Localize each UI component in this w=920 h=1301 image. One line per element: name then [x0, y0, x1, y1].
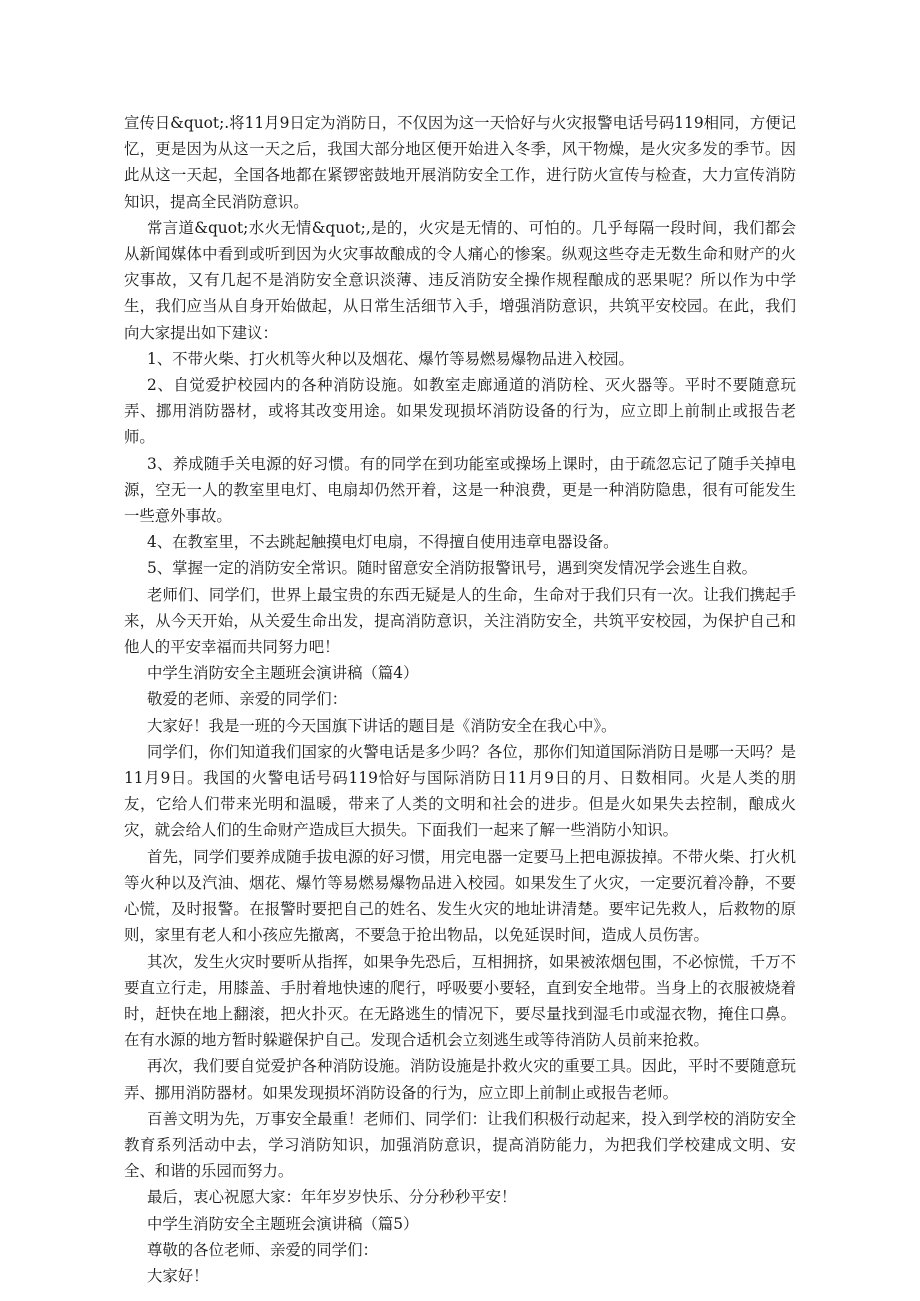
- paragraph: 首先，同学们要养成随手拔电源的好习惯，用完电器一定要马上把电源拔掉。不带火柴、打火机等火种以及汽油、烟花、爆竹等易燃易爆物品进入校园。如果发生了火灾，一定要沉着冷静，不要心慌，及时报警。在报警时要把自己的姓名、发生火灾的地址讲清楚。要牢记先救人，后救物的原则，家里有老人和小孩应先撤离，不要急于抢出物品，以免延误时间，造成人员伤害。: [124, 847, 796, 945]
- list-item: 3、养成随手关电源的好习惯。有的同学在到功能室或操场上课时，由于疏忽忘记了随手关掉电源，空无一人的教室里电灯、电扇却仍然开着，这是一种浪费，更是一种消防隐患，很有可能发生一些意外事故。: [124, 454, 796, 526]
- paragraph: 大家好！我是一班的今天国旗下讲话的题目是《消防安全在我心中》。: [147, 716, 617, 735]
- paragraph: 百善文明为先，万事安全最重！老师们、同学们：让我们积极行动起来，投入到学校的消防安全教育系列活动中去，学习消防知识，加强消防意识，提高消防能力，为把我们学校建成文明、安全、和谐的乐园而努力。: [124, 1109, 796, 1181]
- paragraph: 老师们、同学们，世界上最宝贵的东西无疑是人的生命，生命对于我们只有一次。让我们携起手来，从今天开始，从关爱生命出发，提高消防意识，关注消防安全，共筑平安校园，为保护自己和他人的平安幸福而共同努力吧！: [124, 585, 796, 657]
- list-item: 2、自觉爱护校园内的各种消防设施。如教室走廊通道的消防栓、灭火器等。平时不要随意玩弄、挪用消防器材，或将其改变用途。如果发现损坏消防设备的行为，应立即上前制止或报告老师。: [124, 376, 796, 447]
- paragraph: 宣传日&quot;.将11月9日定为消防日，不仅因为这一天恰好与火灾报警电话号码119相同，方便记忆，更是因为从这一天之后，我国大部分地区便开始进入冬季，风干物燥，是火灾多发的季节。因此从这一天起，全国各地都在紧锣密鼓地开展消防安全工作，进行防火宣传与检查，大力宣传消防知识，提高全民消防意识。: [124, 114, 796, 211]
- list-item: 4、在教室里，不去跳起触摸电灯电扇，不得擅自使用违章电器设备。: [147, 533, 619, 552]
- salutation: 敬爱的老师、亲爱的同学们：: [147, 690, 348, 709]
- paragraph: 同学们，你们知道我们国家的火警电话是多少吗？各位，那你们知道国际消防日是哪一天吗？是11月9日。我国的火警电话号码119恰好与国际消防日11月9日的月、日数相同。火是人类的朋友，它给人们带来光明和温暖，带来了人类的文明和社会的进步。但是火如果失去控制，酿成火灾，就会给人们的生命财产造成巨大损失。下面我们一起来了解一些消防小知识。: [124, 742, 796, 840]
- section-heading: 中学生消防安全主题班会演讲稿（篇5）: [147, 1214, 419, 1233]
- paragraph: 再次，我们要自觉爱护各种消防设施。消防设施是扑救火灾的重要工具。因此，平时不要随意玩弄、挪用消防器材。如果发现损坏消防设备的行为，应立即上前制止或报告老师。: [124, 1057, 796, 1102]
- list-item: 1、不带火柴、打火机等火种以及烟花、爆竹等易燃易爆物品进入校园。: [147, 349, 634, 368]
- paragraph: 最后，衷心祝愿大家：年年岁岁快乐、分分秒秒平安！: [147, 1188, 517, 1207]
- section-heading: 中学生消防安全主题班会演讲稿（篇4）: [147, 664, 419, 683]
- document-body: [124, 110, 796, 1289]
- paragraph: 常言道&quot;水火无情&quot;,是的，火灾是无情的、可怕的。几乎每隔一段时间，我们都会从新闻媒体中看到或听到因为火灾事故酿成的令人痛心的惨案。纵观这些夺走无数生命和财产的火灾事故，又有几起不是消防安全意识淡薄、违反消防安全操作规程酿成的恶果呢？所以作为中学生，我们应当从自身开始做起，从日常生活细节入手，增强消防意识，共筑平安校园。在此，我们向大家提出如下建议：: [124, 218, 796, 342]
- paragraph: 其次，发生火灾时要听从指挥，如果争先恐后，互相拥挤，如果被浓烟包围，不必惊慌，千万不要直立行走，用膝盖、手肘着地快速的爬行，呼吸要小要轻，直到安全地带。当身上的衣服被烧着时，赶快在地上翻滚，把火扑灭。在无路逃生的情况下，要尽量找到湿毛巾或湿衣物，掩住口鼻。在有水源的地方暂时躲避保护自己。发现合适机会立刻逃生或等待消防人员前来抢救。: [124, 952, 796, 1050]
- salutation: 尊敬的各位老师、亲爱的同学们：: [147, 1240, 378, 1259]
- list-item: 5、掌握一定的消防安全常识。随时留意安全消防报警讯号，遇到突发情况学会逃生自救。: [147, 559, 758, 578]
- paragraph: 大家好！: [147, 1266, 209, 1285]
